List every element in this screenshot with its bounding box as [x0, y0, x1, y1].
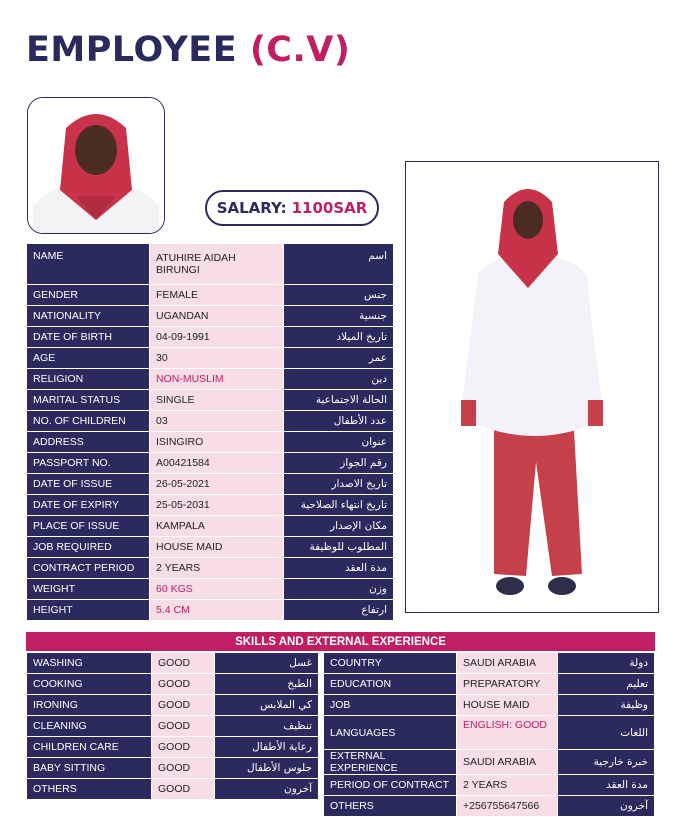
row-label: PLACE OF ISSUE: [27, 516, 150, 537]
table-row: [324, 750, 655, 775]
experience-value: 2 YEARS: [457, 775, 558, 796]
table-row: [27, 695, 319, 716]
row-arabic-label: الحالة الاجتماعية: [284, 390, 394, 411]
page-title: [26, 30, 350, 70]
row-arabic-label: وزن: [284, 579, 394, 600]
table-row: [27, 716, 319, 737]
row-value: 04-09-1991: [150, 327, 284, 348]
skill-value: GOOD: [152, 779, 215, 800]
row-label: MARITAL STATUS: [27, 390, 150, 411]
skill-value: GOOD: [152, 674, 215, 695]
row-arabic-label: عنوان: [284, 432, 394, 453]
salary-value: 1100SAR: [291, 199, 368, 217]
experience-label: LANGUAGES: [324, 716, 457, 750]
row-label: GENDER: [27, 285, 150, 306]
row-arabic-label: عمر: [284, 348, 394, 369]
skill-label: WASHING: [27, 653, 152, 674]
skill-label: CHILDREN CARE: [27, 737, 152, 758]
experience-arabic-label: تعليم: [558, 674, 655, 695]
skill-label: OTHERS: [27, 779, 152, 800]
row-value: 60 KGS: [150, 579, 284, 600]
experience-label: OTHERS: [324, 796, 457, 817]
personal-details-table: [26, 243, 394, 621]
row-value: KAMPALA: [150, 516, 284, 537]
table-row: [27, 737, 319, 758]
row-label: CONTRACT PERIOD: [27, 558, 150, 579]
row-label: NAME: [27, 244, 150, 285]
full-body-illustration: [406, 162, 658, 612]
row-value: 30: [150, 348, 284, 369]
experience-label: JOB: [324, 695, 457, 716]
table-row: [324, 775, 655, 796]
salary-badge: [205, 190, 379, 226]
row-arabic-label: تاريخ الاصدار: [284, 474, 394, 495]
experience-value: +256755647566: [457, 796, 558, 817]
row-arabic-label: ارتفاع: [284, 600, 394, 621]
row-label: JOB REQUIRED: [27, 537, 150, 558]
table-row: [324, 653, 655, 674]
experience-arabic-label: دولة: [558, 653, 655, 674]
table-row: [27, 758, 319, 779]
skill-value: GOOD: [152, 737, 215, 758]
table-row: [27, 474, 394, 495]
row-arabic-label: عدد الأطفال: [284, 411, 394, 432]
row-value: ISINGIRO: [150, 432, 284, 453]
skill-value: GOOD: [152, 653, 215, 674]
row-label: DATE OF BIRTH: [27, 327, 150, 348]
row-value: 5.4 CM: [150, 600, 284, 621]
table-row: [27, 411, 394, 432]
row-label: NATIONALITY: [27, 306, 150, 327]
row-label: ADDRESS: [27, 432, 150, 453]
row-value: HOUSE MAID: [150, 537, 284, 558]
table-row: [27, 516, 394, 537]
row-value: FEMALE: [150, 285, 284, 306]
table-row: [27, 653, 319, 674]
row-value: UGANDAN: [150, 306, 284, 327]
skills-table: [26, 652, 319, 800]
row-arabic-label: مكان الإصدار: [284, 516, 394, 537]
row-label: WEIGHT: [27, 579, 150, 600]
table-row: [27, 674, 319, 695]
row-value: NON-MUSLIM: [150, 369, 284, 390]
table-row: [27, 390, 394, 411]
row-arabic-label: رقم الجواز: [284, 453, 394, 474]
skill-arabic-label: آخرون: [215, 779, 319, 800]
experience-value: HOUSE MAID: [457, 695, 558, 716]
row-arabic-label: جنس: [284, 285, 394, 306]
experience-label: EDUCATION: [324, 674, 457, 695]
experience-label: COUNTRY: [324, 653, 457, 674]
row-label: PASSPORT NO.: [27, 453, 150, 474]
row-arabic-label: تاريخ انتهاء الصلاحية: [284, 495, 394, 516]
row-value: ATUHIRE AIDAH BIRUNGI: [150, 244, 284, 285]
table-row: [27, 558, 394, 579]
table-row: [27, 348, 394, 369]
table-row: [27, 537, 394, 558]
table-row: [324, 716, 655, 750]
salary-label: SALARY:: [216, 199, 287, 217]
experience-value: PREPARATORY: [457, 674, 558, 695]
table-row: [27, 600, 394, 621]
experience-arabic-label: وظيفة: [558, 695, 655, 716]
table-row: [27, 579, 394, 600]
experience-value: ENGLISH: GOOD: [457, 716, 558, 750]
row-arabic-label: تاريخ الميلاد: [284, 327, 394, 348]
skill-arabic-label: جلوس الأطفال: [215, 758, 319, 779]
skill-arabic-label: كي الملابس: [215, 695, 319, 716]
skill-value: GOOD: [152, 716, 215, 737]
experience-label: EXTERNAL EXPERIENCE: [324, 750, 457, 775]
row-arabic-label: المطلوب للوظيفة: [284, 537, 394, 558]
table-row: [324, 695, 655, 716]
row-arabic-label: اسم: [284, 244, 394, 285]
row-label: DATE OF EXPIRY: [27, 495, 150, 516]
skill-label: IRONING: [27, 695, 152, 716]
skill-arabic-label: غسل: [215, 653, 319, 674]
table-row: [324, 674, 655, 695]
skill-value: GOOD: [152, 695, 215, 716]
table-row: [27, 779, 319, 800]
row-arabic-label: جنسية: [284, 306, 394, 327]
skill-label: BABY SITTING: [27, 758, 152, 779]
portrait-photo: [27, 97, 165, 234]
experience-value: SAUDI ARABIA: [457, 750, 558, 775]
row-value: 25-05-2031: [150, 495, 284, 516]
experience-arabic-label: اللغات: [558, 716, 655, 750]
portrait-illustration: [28, 98, 164, 233]
row-arabic-label: مدة العقد: [284, 558, 394, 579]
row-arabic-label: دين: [284, 369, 394, 390]
skill-label: COOKING: [27, 674, 152, 695]
row-value: 03: [150, 411, 284, 432]
table-row: [27, 327, 394, 348]
table-row: [324, 796, 655, 817]
row-value: 2 YEARS: [150, 558, 284, 579]
skill-label: CLEANING: [27, 716, 152, 737]
skill-arabic-label: تنظيف: [215, 716, 319, 737]
row-value: A00421584: [150, 453, 284, 474]
table-row: [27, 432, 394, 453]
table-row: [27, 453, 394, 474]
table-row: [27, 244, 394, 285]
experience-arabic-label: مدة العقد: [558, 775, 655, 796]
row-value: 26-05-2021: [150, 474, 284, 495]
experience-arabic-label: آخرون: [558, 796, 655, 817]
skill-arabic-label: رعاية الأطفال: [215, 737, 319, 758]
title-accent: (C.V): [249, 30, 351, 70]
skill-arabic-label: الطبخ: [215, 674, 319, 695]
skills-section-header: SKILLS AND EXTERNAL EXPERIENCE: [26, 632, 655, 651]
row-label: RELIGION: [27, 369, 150, 390]
experience-value: SAUDI ARABIA: [457, 653, 558, 674]
experience-label: PERIOD OF CONTRACT: [324, 775, 457, 796]
skill-value: GOOD: [152, 758, 215, 779]
row-value: SINGLE: [150, 390, 284, 411]
row-label: NO. OF CHILDREN: [27, 411, 150, 432]
row-label: DATE OF ISSUE: [27, 474, 150, 495]
experience-table: [323, 652, 655, 817]
experience-arabic-label: خبرة خارجية: [558, 750, 655, 775]
table-row: [27, 495, 394, 516]
title-main: EMPLOYEE: [26, 30, 238, 70]
table-row: [27, 285, 394, 306]
row-label: AGE: [27, 348, 150, 369]
table-row: [27, 306, 394, 327]
full-body-photo: [405, 161, 659, 613]
row-label: HEIGHT: [27, 600, 150, 621]
table-row: [27, 369, 394, 390]
